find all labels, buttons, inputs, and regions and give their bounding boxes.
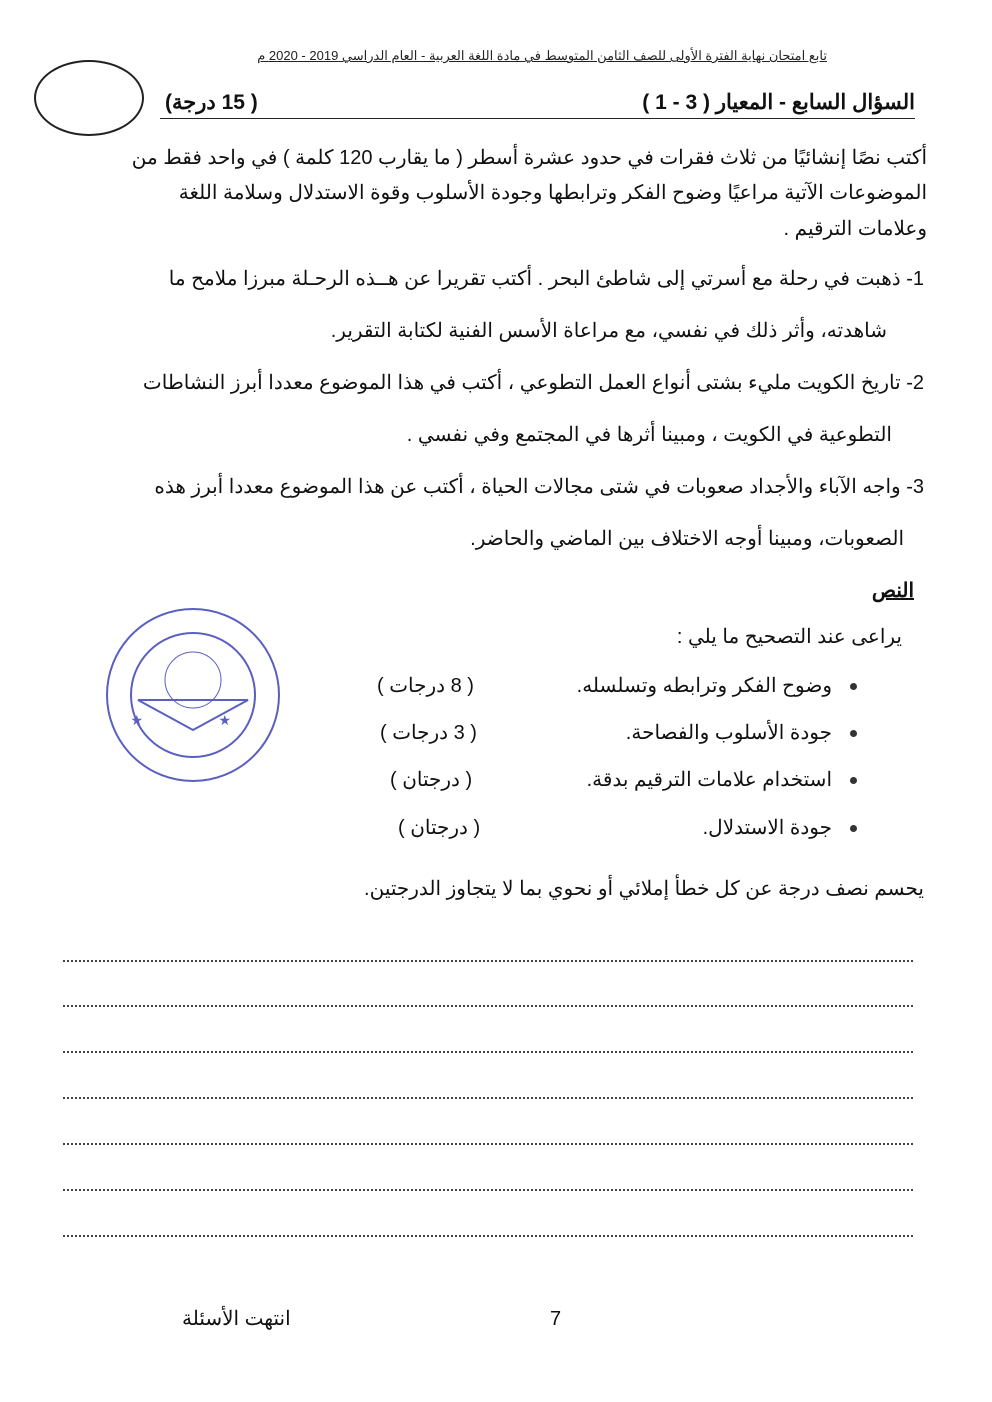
bullet-icon [850,683,857,690]
criterion [626,720,857,745]
topic-1-line: شاهدته، وأثر ذلك في نفسي، مع مراعاة الأسس الفنية لكتابة التقرير. [330,320,887,342]
criterion-marks: ( 8 درجات ) [377,675,474,697]
intro-line: وعلامات الترقيم . [783,218,927,240]
criterion-marks: ( درجتان ) [390,769,473,791]
topic-1-line: 1- ذهبت في رحلة مع أسرتي إلى شاطئ البحر . أكتب تقريرا عن هــذه الرحـلة مبرزا ملامح ما [168,268,924,290]
bullet-icon [850,825,857,832]
answer-line[interactable] [63,1143,913,1145]
star-icon: ★ [130,712,143,728]
question-heading [160,88,915,119]
topic-3-line: 3- واجه الآباء والأجداد صعوبات في شتى مجالات الحياة ، أكتب عن هذا الموضوع معددا أبرز هذه [154,476,924,498]
section-label: النص [871,580,914,602]
criterion-marks: ( 3 درجات ) [380,722,477,744]
score-oval [34,60,144,136]
criterion [577,673,857,698]
end-note: انتهت الأسئلة [182,1308,291,1330]
criterion-label: جودة الأسلوب والفصاحة. [625,722,832,744]
bullet-icon [850,730,857,737]
topic-2-line: 2- تاريخ الكويت مليء بشتى أنواع العمل التطوعي ، أكتب في هذا الموضوع معددا أبرز النشاطات [142,372,924,394]
bullet-icon [850,777,857,784]
topic-3-line: الصعوبات، ومبينا أوجه الاختلاف بين الماضي والحاضر. [470,528,904,550]
answer-line[interactable] [63,1235,913,1237]
exam-header: تابع امتحان نهاية الفترة الأولى للصف الثامن المتوسط في مادة اللغة العربية - العام الدراسي 2019 - 2020 م [257,48,827,63]
answer-line[interactable] [63,1189,913,1191]
question-marks: ( 15 درجة) [165,91,258,114]
criterion [703,815,857,840]
criterion [587,767,857,792]
grading-intro: يراعى عند التصحيح ما يلي : [676,626,902,648]
criterion-label: جودة الاستدلال. [702,817,832,839]
page-number: 7 [550,1308,562,1330]
answer-line[interactable] [63,1005,913,1007]
star-icon: ★ [218,712,231,728]
topic-2-line: التطوعية في الكويت ، ومبينا أثرها في المجتمع وفي نفسي . [406,424,892,446]
answer-line[interactable] [63,1051,913,1053]
intro-line: أكتب نصًا إنشائيًا من ثلاث فقرات في حدود عشرة أسطر ( ما يقارب 120 كلمة ) في واحد فقط من [131,147,927,169]
question-title: السؤال السابع - المعيار ( 3 - 1 ) [642,91,915,114]
criterion-label: وضوح الفكر وترابطه وتسلسله. [576,675,832,697]
criterion-label: استخدام علامات الترقيم بدقة. [586,769,832,791]
deduction-note: يحسم نصف درجة عن كل خطأ إملائي أو نحوي بما لا يتجاوز الدرجتين. [364,878,924,900]
criterion-marks: ( درجتان ) [398,817,481,839]
official-stamp [103,605,283,785]
intro-line: الموضوعات الآتية مراعيًا وضوح الفكر وترابطها وجودة الأسلوب وقوة الاستدلال وسلامة اللغة [178,182,927,204]
answer-line[interactable] [63,960,913,962]
answer-line[interactable] [63,1097,913,1099]
